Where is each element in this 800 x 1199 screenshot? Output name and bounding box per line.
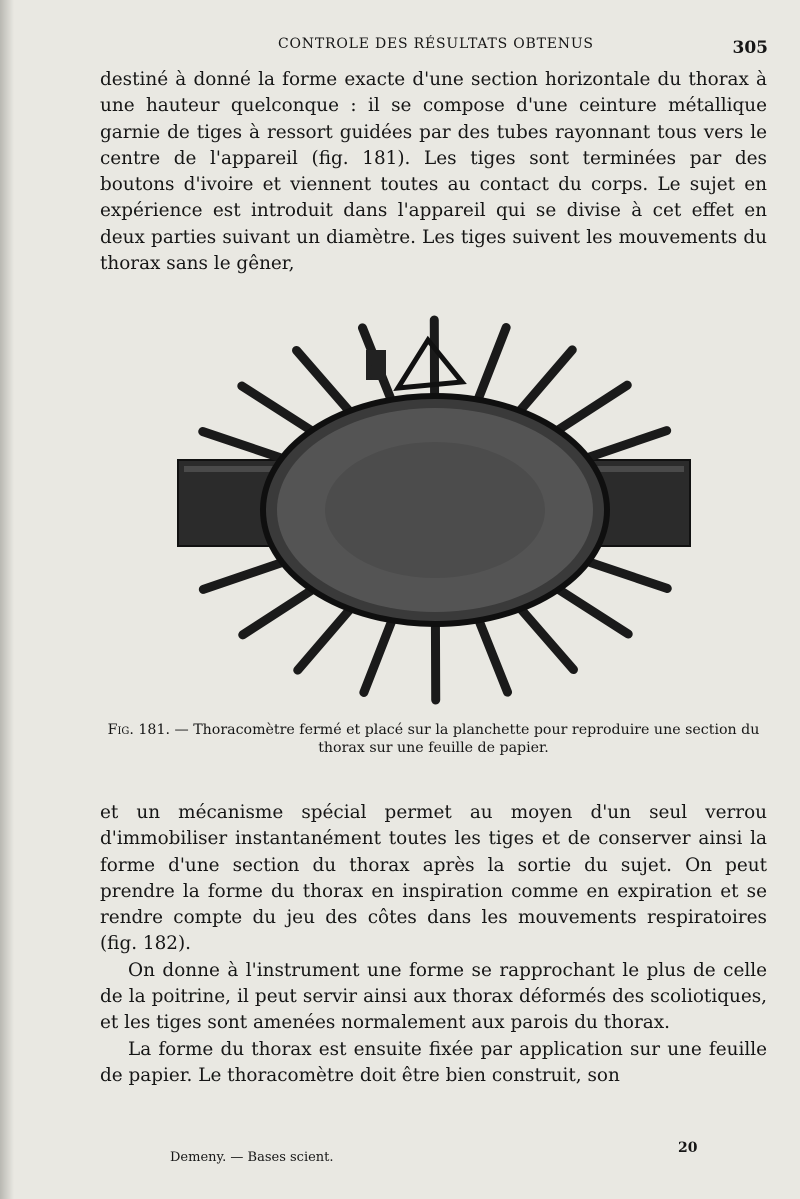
footer-author-note: Demeny. — Bases scient. [170, 1150, 334, 1165]
paragraph: On donne à l'instrument une forme se rapprochant le plus de celle de la poitrine, il peut servir ainsi aux thorax déformés des scoliotiques, et les tiges sont amenées normalement aux parois du thorax. [100, 959, 767, 1034]
body-text-bottom [100, 800, 767, 1089]
latch-knob [368, 364, 384, 380]
signature-mark: 20 [678, 1140, 698, 1156]
caption-text: Thoracomètre fermé et placé sur la planchette pour reproduire une section du thorax sur une feuille de papier. [193, 722, 760, 756]
page-binding-shadow [0, 0, 14, 1199]
caption-label: Fig. 181. — [107, 722, 189, 738]
body-text-top [100, 67, 767, 277]
page-footer [0, 1140, 800, 1170]
figure-caption [100, 721, 767, 757]
running-head [0, 36, 800, 60]
paragraph: La forme du thorax est ensuite fixée par application sur une feuille de papier. Le thoracomètre doit être bien construit, son [100, 1038, 767, 1086]
page-number: 305 [732, 38, 768, 58]
running-title: CONTROLE DES RÉSULTATS OBTENUS [278, 36, 594, 52]
paragraph: et un mécanisme spécial permet au moyen d'un seul verrou d'immobiliser instantanément toutes les tiges et de conserver ainsi la forme d'une section du thorax après la sortie du sujet. On peut prendre la forme du thorax en inspiration comme en expiration et se rendre compte du jeu des côtes dans les mouvements respiratoires (fig. 182). [100, 802, 767, 955]
plate-texture [325, 442, 545, 578]
figure-181-thoracometer [170, 310, 700, 705]
paragraph: destiné à donné la forme exacte d'une section horizontale du thorax à une hauteur quelconque : il se compose d'une ceinture métallique garnie de tiges à ressort guidées par des tubes rayonnant tous vers le centre de l'appareil (fig. 181). Les tiges sont terminées par des boutons d'ivoire et viennent toutes au contact du corps. Le sujet en expérience est introduit dans l'appareil qui se divise à cet effet en deux parties suivant un diamètre. Les tiges suivent les mouvements du thorax sans le gêner, [100, 69, 767, 275]
thoracometer-illustration [170, 310, 700, 705]
